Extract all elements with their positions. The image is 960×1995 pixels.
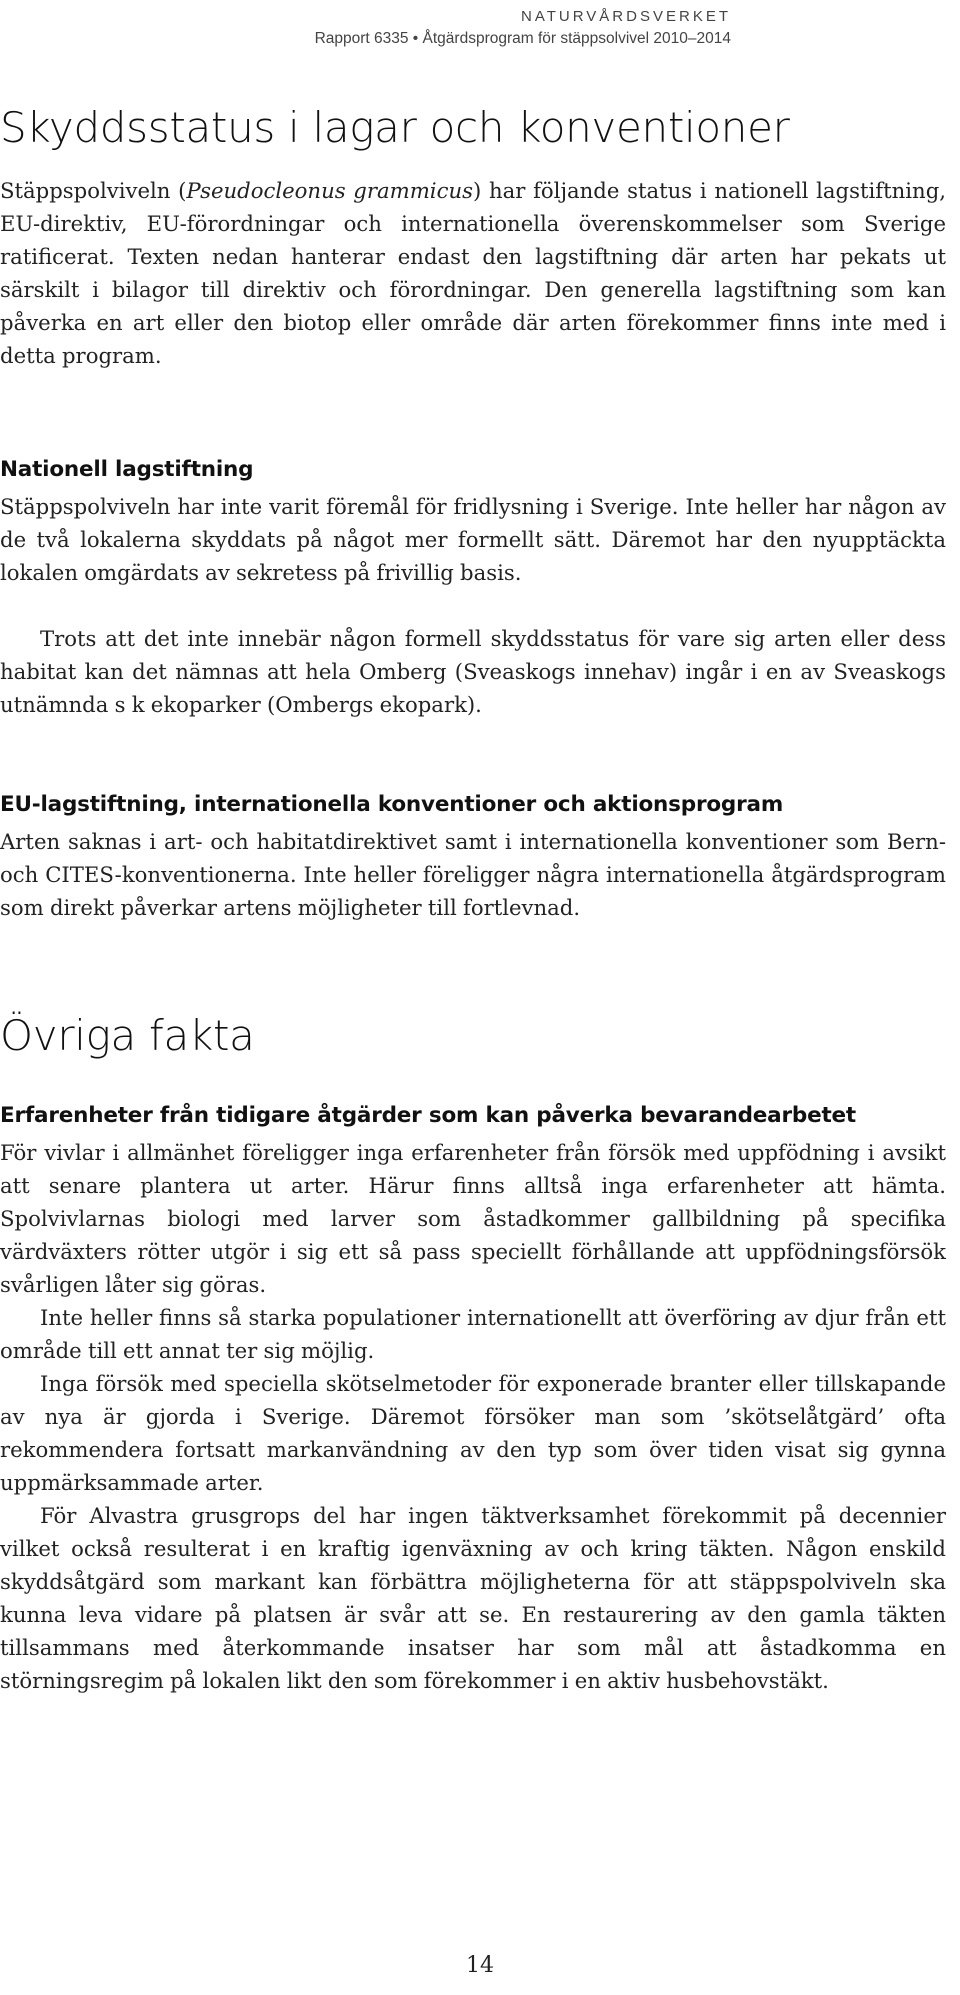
section-title-other-facts: Övriga fakta — [0, 1011, 255, 1060]
header-organization: NATURVÅRDSVERKET — [521, 8, 731, 25]
other-facts-paragraph-1: För vivlar i allmänhet föreligger inga erfarenheter från försök med uppfödning i avsikt att senare plantera ut arter. Härur finns alltså inga erfarenheter att hämta. Spolvivlarnas biologi med larver som åstadkommer gallbildning på specifika värdväxters rötter utgör i sig ett så pass speciellt förhållande att uppfödningsförsök svårligen låter sig göras. — [0, 1140, 946, 1297]
subheading-eu-legislation: EU-lagstiftning, internationella konventioner och aktionsprogram — [0, 792, 784, 817]
national-legislation-paragraph-2: Trots att det inte innebär någon formell skyddsstatus för vare sig arten eller dess habitat kan det nämnas att hela Omberg (Sveaskogs innehav) ingår i en av Sveaskogs utnämnda s k ekoparker (Ombergs ekopark). — [0, 626, 946, 717]
other-facts-paragraph-2: Inte heller finns så starka populationer internationellt att överföring av djur från ett område till ett annat ter sig möjlig. — [0, 1305, 946, 1363]
page-header — [315, 6, 731, 50]
national-legislation-paragraph-1: Stäppspolviveln har inte varit föremål för fridlysning i Sverige. Inte heller har någon av de två lokalerna skyddats på något mer formellt sätt. Däremot har den nyupptäckta lokalen omgärdats av sekretess på frivillig basis. — [0, 494, 946, 585]
subheading-national-legislation: Nationell lagstiftning — [0, 457, 254, 482]
intro-paragraph: Stäppspolviveln (Pseudocleonus grammicus) har följande status i nationell lagstiftning, EU-direktiv, EU-förordningar och internationella överenskommelser som Sverige ratificerat. Texten nedan hanterar endast den lagstiftning där arten har pekats ut särskilt i bilagor till direktiv och förordningar. Den generella lagstiftning som kan påverka en art eller den biotop eller område där arten förekommer finns inte med i detta program. — [0, 178, 946, 368]
species-name: Pseudocleonus grammicus — [186, 178, 473, 203]
section-title-protection-status: Skyddsstatus i lagar och konventioner — [0, 103, 790, 152]
other-facts-paragraph-4: För Alvastra grusgrops del har ingen täktverksamhet förekommit på decennier vilket också resulterat i en kraftig igenväxning av och kring täkten. Någon enskild skyddsåtgärd som markant kan förbättra möjligheterna för att stäppspolviveln ska kunna leva vidare på platsen är svår att se. En restaurering av den gamla täkten tillsammans med återkommande insatser har som mål att åstadkomma en störningsregim på lokalen likt den som förekommer i en aktiv husbehovstäkt. — [0, 1503, 946, 1693]
subheading-previous-experience: Erfarenheter från tidigare åtgärder som kan påverka bevarandearbetet — [0, 1103, 857, 1128]
header-report-title: Rapport 6335 • Åtgärdsprogram för stäppsolvivel 2010–2014 — [314, 30, 731, 47]
page-number: 14 — [466, 1953, 494, 1978]
other-facts-paragraph-3: Inga försök med speciella skötselmetoder för exponerade branter eller tillskapande av nya är gjorda i Sverige. Däremot försöker man som ’skötselåtgärd’ ofta rekommendera fortsatt markanvändning av den typ som över tiden visat sig gynna uppmärksammade arter. — [0, 1371, 946, 1495]
eu-legislation-paragraph: Arten saknas i art- och habitatdirektivet samt i internationella konventioner som Bern- och CITES-konventionerna. Inte heller föreligger några internationella åtgärdsprogram som direkt påverkar artens möjligheter till fortlevnad. — [0, 829, 946, 920]
